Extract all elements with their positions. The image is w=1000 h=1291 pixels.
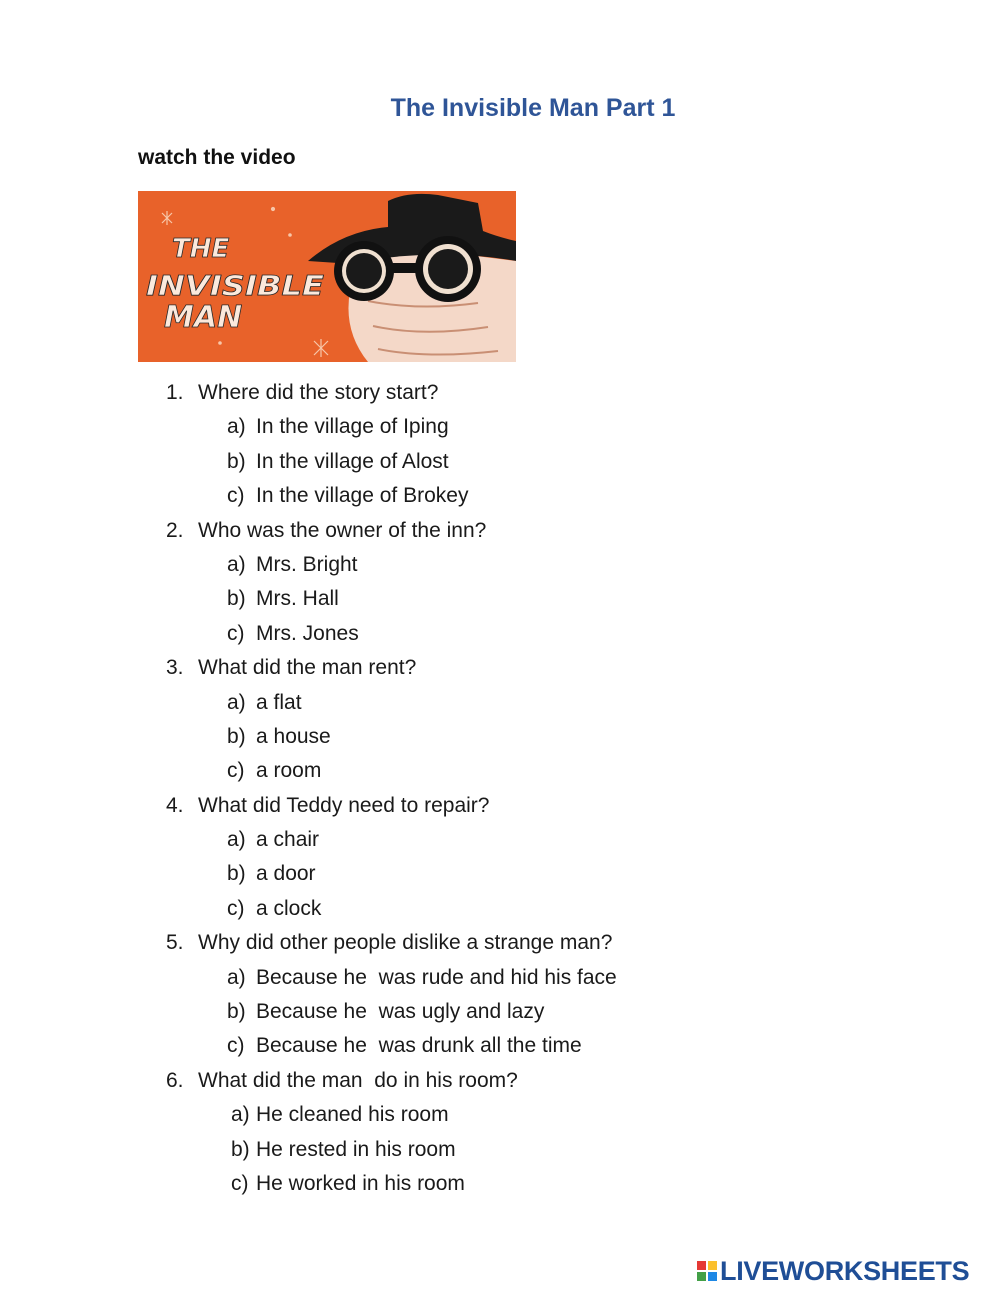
option-1b[interactable] <box>0 445 1000 479</box>
option-text: In the village of Iping <box>256 415 449 439</box>
option-text: a door <box>256 862 316 886</box>
section-subheading: watch the video <box>138 146 296 169</box>
option-letter: a) <box>227 690 246 714</box>
banner-text-line1: THE <box>172 234 230 264</box>
option-letter: a) <box>227 415 246 439</box>
option-text: a clock <box>256 896 322 920</box>
logo-block <box>697 1272 706 1281</box>
option-4c[interactable] <box>0 892 1000 926</box>
invisible-man-banner-image <box>138 191 516 362</box>
option-text: a house <box>256 724 331 748</box>
question-5 <box>0 926 1000 960</box>
option-3a[interactable] <box>0 686 1000 720</box>
question-number: 6. <box>166 1068 184 1092</box>
option-3b[interactable] <box>0 720 1000 754</box>
logo-text: LIVEWORKSHEETS <box>720 1255 970 1286</box>
option-letter: b) <box>227 449 246 473</box>
logo-block <box>697 1261 706 1270</box>
banner-text-line3: MAN <box>164 300 243 335</box>
option-text: a room <box>256 759 322 783</box>
option-letter: c) <box>227 1034 245 1058</box>
option-5c[interactable] <box>0 1029 1000 1063</box>
option-text: Because he was drunk all the time <box>256 1034 582 1058</box>
liveworksheets-logo <box>697 1254 969 1288</box>
question-3 <box>0 651 1000 685</box>
option-letter: a) <box>227 552 246 576</box>
option-text: Mrs. Jones <box>256 621 359 645</box>
option-text: He rested in his room <box>256 1137 456 1161</box>
question-text: Who was the owner of the inn? <box>198 518 487 542</box>
question-4 <box>0 789 1000 823</box>
logo-block <box>708 1261 717 1270</box>
question-number: 4. <box>166 793 184 817</box>
option-letter: a) <box>227 828 246 852</box>
page-title: The Invisible Man Part 1 <box>390 94 676 122</box>
option-letter: b) <box>227 724 246 748</box>
option-letter: c) <box>227 759 245 783</box>
option-letter: c) <box>227 621 245 645</box>
option-1a[interactable] <box>0 410 1000 444</box>
question-number: 2. <box>166 518 184 542</box>
question-number: 5. <box>166 931 184 955</box>
question-number: 1. <box>166 381 184 404</box>
option-5a[interactable] <box>0 961 1000 995</box>
option-text: Mrs. Bright <box>256 552 358 576</box>
option-6b[interactable] <box>0 1133 1000 1167</box>
option-letter: a) <box>231 1103 250 1127</box>
option-3c[interactable] <box>0 754 1000 788</box>
question-text: What did the man rent? <box>198 656 417 680</box>
option-text: Mrs. Hall <box>256 587 339 611</box>
logo-blocks-icon <box>697 1261 717 1281</box>
option-letter: c) <box>227 484 245 508</box>
question-6 <box>0 1064 1000 1098</box>
option-text: a chair <box>256 828 320 852</box>
question-text: Where did the story start? <box>198 381 439 404</box>
option-text: In the village of Brokey <box>256 484 469 508</box>
option-letter: b) <box>227 1000 246 1024</box>
option-text: a flat <box>256 690 302 714</box>
quiz-questions-list <box>0 376 1000 1201</box>
option-6a[interactable] <box>0 1098 1000 1132</box>
option-5b[interactable] <box>0 995 1000 1029</box>
banner-text-line2: INVISIBLE <box>146 269 324 302</box>
question-text: What did the man do in his room? <box>198 1068 518 1092</box>
option-letter: a) <box>227 965 246 989</box>
option-text: He worked in his room <box>256 1171 465 1195</box>
option-letter: c) <box>231 1171 249 1195</box>
question-1 <box>0 376 1000 410</box>
logo-block <box>708 1272 717 1281</box>
question-text: What did Teddy need to repair? <box>198 793 490 817</box>
option-1c[interactable] <box>0 479 1000 513</box>
option-4b[interactable] <box>0 857 1000 891</box>
option-6c[interactable] <box>0 1167 1000 1201</box>
option-2c[interactable] <box>0 617 1000 651</box>
option-letter: b) <box>227 587 246 611</box>
option-text: Because he was rude and hid his face <box>256 965 617 989</box>
option-4a[interactable] <box>0 823 1000 857</box>
option-letter: b) <box>231 1137 250 1161</box>
option-2a[interactable] <box>0 548 1000 582</box>
option-2b[interactable] <box>0 582 1000 616</box>
option-text: He cleaned his room <box>256 1103 449 1127</box>
question-number: 3. <box>166 656 184 680</box>
option-text: Because he was ugly and lazy <box>256 1000 545 1024</box>
question-2 <box>0 514 1000 548</box>
option-letter: c) <box>227 896 245 920</box>
option-letter: b) <box>227 862 246 886</box>
option-text: In the village of Alost <box>256 449 449 473</box>
question-text: Why did other people dislike a strange man? <box>198 931 613 955</box>
